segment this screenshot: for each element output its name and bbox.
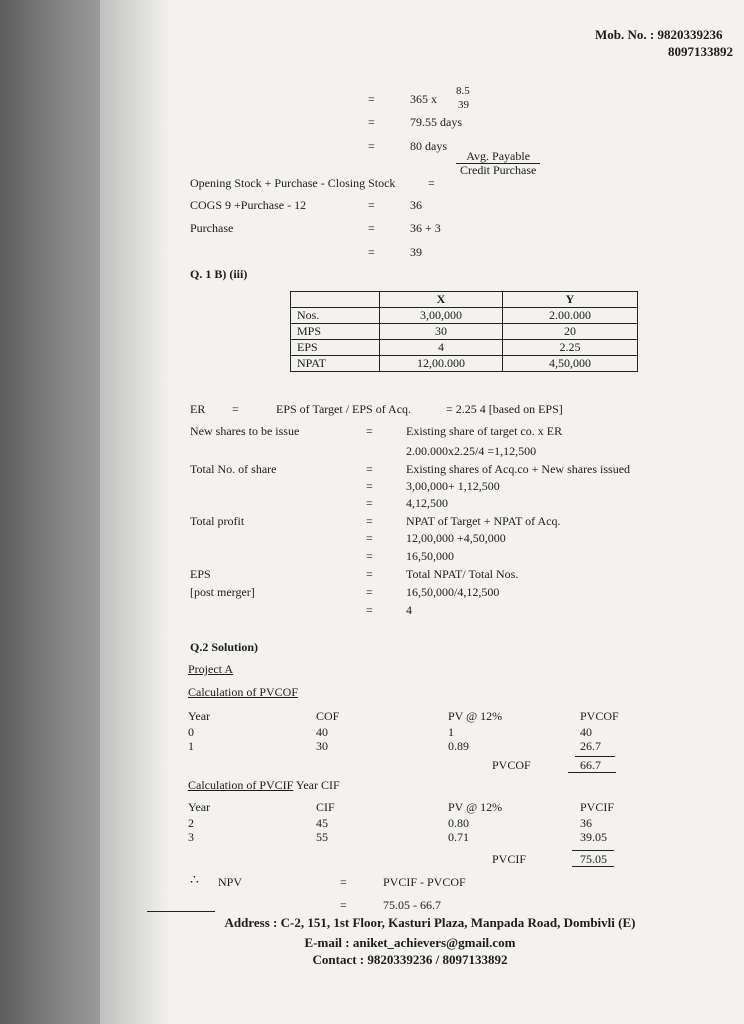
table-row	[291, 340, 638, 356]
pvcof-total: 66.7	[580, 758, 601, 772]
pvcif-title-suffix: Year CIF	[293, 778, 340, 792]
eq-sign: =	[366, 567, 373, 581]
eq-sign: =	[368, 92, 375, 106]
line-text: 4	[406, 603, 412, 617]
purchase-label: Purchase	[190, 221, 234, 235]
line-text: NPAT of Target + NPAT of Acq.	[406, 514, 561, 528]
er-label: ER	[190, 402, 206, 416]
table-cell: 26.7	[580, 739, 601, 753]
table-cell: 1	[188, 739, 194, 753]
eq-sign: =	[366, 549, 373, 563]
eq-sign: =	[340, 898, 347, 912]
table-cell: 2	[188, 816, 194, 830]
column-header: PVCOF	[580, 709, 619, 723]
table-header-row	[291, 292, 638, 308]
line-text: 12,00,000 +4,50,000	[406, 531, 506, 545]
eq-sign: =	[232, 402, 239, 416]
line-label: [post merger]	[190, 585, 255, 599]
table-cell: 0.80	[448, 816, 469, 830]
eq-sign: =	[368, 245, 375, 259]
column-header: PVCIF	[580, 800, 615, 814]
eq-sign: =	[366, 424, 373, 438]
eq-sign: =	[366, 514, 373, 528]
q2-heading: Q.2 Solution)	[190, 640, 259, 654]
table-cell: 40	[580, 725, 592, 739]
line-text: 16,50,000/4,12,500	[406, 585, 500, 599]
eq-sign: =	[368, 198, 375, 212]
table-cell: 40	[316, 725, 328, 739]
table-cell: EPS	[291, 340, 380, 356]
purchase-calc: 36 + 3	[410, 221, 441, 235]
table-cell: 2.00.000	[503, 308, 638, 324]
er-value: = 2.25 4 [based on EPS]	[446, 402, 563, 416]
eq-sign: =	[340, 875, 347, 889]
pvcof-rule-bottom	[568, 772, 616, 773]
table-cell: NPAT	[291, 356, 380, 372]
table-header-cell: Y	[503, 292, 638, 308]
pvcof-rule-top	[575, 756, 615, 757]
table-cell: 3,00,000	[380, 308, 503, 324]
column-header: Year	[188, 800, 211, 814]
table-cell: 12,00.000	[380, 356, 503, 372]
stock-formula-label: Opening Stock + Purchase - Closing Stock	[190, 176, 396, 190]
eq-sign: =	[366, 479, 373, 493]
pvcif-rule-top	[572, 850, 614, 851]
eq-sign: =	[366, 531, 373, 545]
mobile-number-1: Mob. No. : 9820339236	[595, 27, 723, 42]
column-header: PV @ 12%	[448, 709, 503, 723]
er-formula: EPS of Target / EPS of Acq.	[276, 402, 412, 416]
table-cell: 1	[448, 725, 454, 739]
calc-den: 39	[458, 99, 469, 111]
line-text: 16,50,000	[406, 549, 454, 563]
table-cell: 0	[188, 725, 194, 739]
line-text: 2.00.000x2.25/4 =1,12,500	[406, 444, 537, 458]
table-cell: 0.89	[448, 739, 469, 753]
column-header: Year	[188, 709, 211, 723]
project-title: Project A	[188, 662, 233, 676]
days-rounded: 80 days	[410, 139, 447, 153]
pvcif-total: 75.05	[580, 852, 607, 866]
column-header: CIF	[316, 800, 335, 814]
scan-shadow-fade	[100, 0, 170, 1024]
line-label: Total profit	[190, 514, 245, 528]
therefore-symbol: ∴	[190, 873, 199, 888]
scan-shadow	[0, 0, 100, 1024]
table-row	[291, 308, 638, 324]
table-cell: 30	[380, 324, 503, 340]
table-header-cell	[291, 292, 380, 308]
table-cell: 4	[380, 340, 503, 356]
table-cell: 36	[580, 816, 592, 830]
pvcif-title-wrap	[188, 778, 340, 792]
cogs-value: 36	[410, 198, 422, 212]
line-label: Total No. of share	[190, 462, 277, 476]
fraction-denominator: Credit Purchase	[460, 163, 537, 177]
cogs-label: COGS 9 +Purchase - 12	[190, 198, 307, 212]
table-row	[291, 356, 638, 372]
pvcif-rule-bottom	[572, 866, 614, 867]
table-cell: Nos.	[291, 308, 380, 324]
eq-sign: =	[366, 496, 373, 510]
pvcof-title: Calculation of PVCOF	[188, 685, 298, 699]
column-header: PV @ 12%	[448, 800, 503, 814]
footer-address: Address : C-2, 151, 1st Floor, Kasturi Plaza, Manpada Road, Dombivli (E)	[224, 915, 636, 930]
pvcif-title: Calculation of PVCIF	[188, 778, 294, 792]
calc-num: 8.5	[456, 85, 470, 97]
fraction-numerator: Avg. Payable	[456, 150, 540, 164]
purchase-result: 39	[410, 245, 422, 259]
table-cell: 55	[316, 830, 328, 844]
eq-sign: =	[368, 221, 375, 235]
table-cell: 4,50,000	[503, 356, 638, 372]
eq-sign: =	[366, 585, 373, 599]
npv-calc: 75.05 - 66.7	[383, 898, 441, 912]
line-label: EPS	[190, 567, 211, 581]
line-text: 4,12,500	[406, 496, 448, 510]
days-result: 79.55 days	[410, 115, 462, 129]
table-row	[291, 324, 638, 340]
footer-email: E-mail : aniket_achievers@gmail.com	[304, 935, 516, 950]
table-cell: 20	[503, 324, 638, 340]
calc-365: 365 x	[410, 92, 437, 106]
npv-label: NPV	[218, 875, 243, 889]
eq-sign: =	[368, 115, 375, 129]
table-cell: 3	[188, 830, 194, 844]
eq-sign: =	[366, 603, 373, 617]
pvcif-total-label: PVCIF	[492, 852, 527, 866]
column-header: COF	[316, 709, 340, 723]
eq-sign: =	[366, 462, 373, 476]
line-text: 3,00,000+ 1,12,500	[406, 479, 500, 493]
line-label: New shares to be issue	[190, 424, 300, 438]
eq-sign: =	[428, 176, 435, 190]
line-text: Total NPAT/ Total Nos.	[406, 567, 519, 581]
table-cell: 39.05	[580, 830, 607, 844]
payable-fraction	[456, 150, 540, 177]
table-cell: MPS	[291, 324, 380, 340]
mobile-number-2: 8097133892	[668, 44, 733, 59]
line-text: Existing shares of Acq.co + New shares issued	[406, 462, 631, 476]
eq-sign: =	[368, 139, 375, 153]
footer-contact: Contact : 9820339236 / 8097133892	[312, 952, 508, 967]
table-cell: 30	[316, 739, 328, 753]
footer-rule	[147, 911, 215, 912]
line-text: Existing share of target co. x ER	[406, 424, 563, 438]
table-cell: 0.71	[448, 830, 469, 844]
table-cell: 45	[316, 816, 328, 830]
pvcof-total-label: PVCOF	[492, 758, 531, 772]
table-cell: 2.25	[503, 340, 638, 356]
table-header-cell: X	[380, 292, 503, 308]
merger-table	[290, 291, 638, 372]
npv-formula: PVCIF - PVCOF	[383, 875, 466, 889]
q1-heading: Q. 1 B) (iii)	[190, 267, 248, 281]
